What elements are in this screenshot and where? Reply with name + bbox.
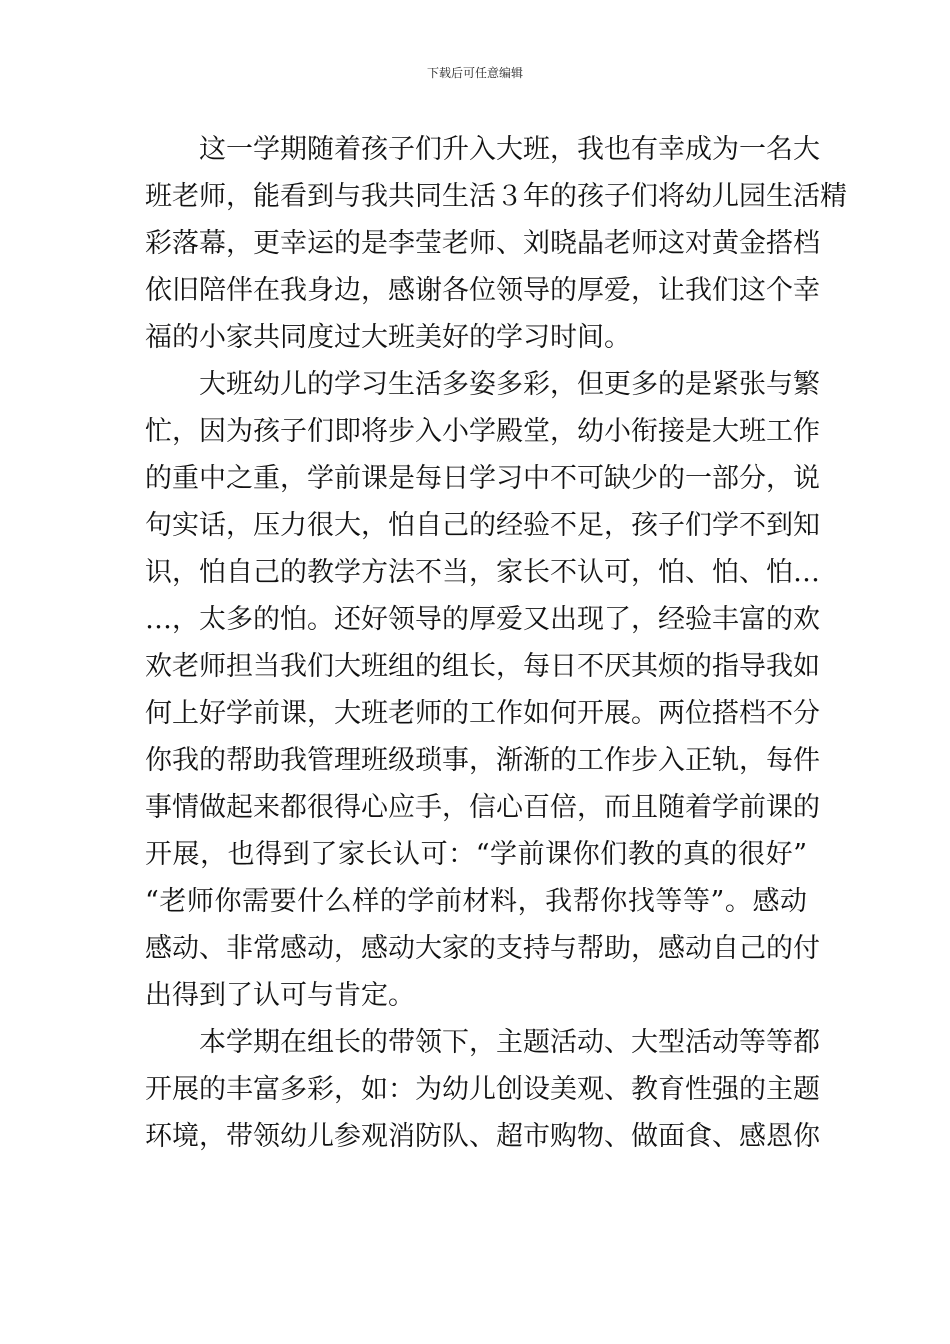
paragraph-2-line-4: 句实话，压力很大，怕自己的经验不足，孩子们学不到知 [145, 510, 820, 541]
paragraph-1-line-3: 彩落幕，更幸运的是李莹老师、刘晓晶老师这对黄金搭档 [145, 228, 820, 259]
paragraph-1-line-4: 依旧陪伴在我身边，感谢各位领导的厚爱，让我们这个幸 [145, 275, 820, 306]
paragraph-2-line-1: 大班幼儿的学习生活多姿多彩，但更多的是紧张与繁 [199, 369, 820, 400]
page-header: 下载后可任意编辑 [426, 66, 523, 80]
paragraph-1-line-5: 福的小家共同度过大班美好的学习时间。 [145, 322, 631, 353]
paragraph-2-line-10: 事情做起来都很得心应手，信心百倍，而且随着学前课的 [145, 792, 820, 823]
paragraph-2-line-12: “老师你需要什么样的学前材料，我帮你找等等”。感动 [145, 886, 807, 917]
document-body [145, 126, 847, 1160]
paragraph-2-line-5: 识，怕自己的教学方法不当，家长不认可，怕、怕、怕… [145, 557, 820, 588]
paragraph-2-line-7: 欢老师担当我们大班组的组长，每日不厌其烦的指导我如 [145, 651, 820, 682]
paragraph-3-line-3: 环境，带领幼儿参观消防队、超市购物、做面食、感恩你 [145, 1121, 820, 1152]
paragraph-2-line-2: 忙，因为孩子们即将步入小学殿堂，幼小衔接是大班工作 [145, 416, 820, 447]
paragraph-1-line-1: 这一学期随着孩子们升入大班，我也有幸成为一名大 [199, 134, 820, 165]
paragraph-2-line-3: 的重中之重，学前课是每日学习中不可缺少的一部分，说 [145, 463, 820, 494]
paragraph-1-line-2: 班老师，能看到与我共同生活３年的孩子们将幼儿园生活精 [145, 181, 847, 212]
paragraph-2-line-13: 感动、非常感动，感动大家的支持与帮助，感动自己的付 [145, 933, 820, 964]
paragraph-2-line-8: 何上好学前课，大班老师的工作如何开展。两位搭档不分 [145, 698, 820, 729]
paragraph-3-line-1: 本学期在组长的带领下，主题活动、大型活动等等都 [199, 1027, 820, 1058]
paragraph-3-line-2: 开展的丰富多彩，如：为幼儿创设美观、教育性强的主题 [145, 1074, 820, 1105]
paragraph-2-line-6: …，太多的怕。还好领导的厚爱又出现了，经验丰富的欢 [145, 604, 820, 635]
paragraph-2-line-9: 你我的帮助我管理班级琐事，渐渐的工作步入正轨，每件 [145, 745, 820, 776]
paragraph-2-line-14: 出得到了认可与肯定。 [145, 980, 415, 1011]
paragraph-2-line-11: 开展，也得到了家长认可：“学前课你们教的真的很好” [145, 839, 807, 870]
